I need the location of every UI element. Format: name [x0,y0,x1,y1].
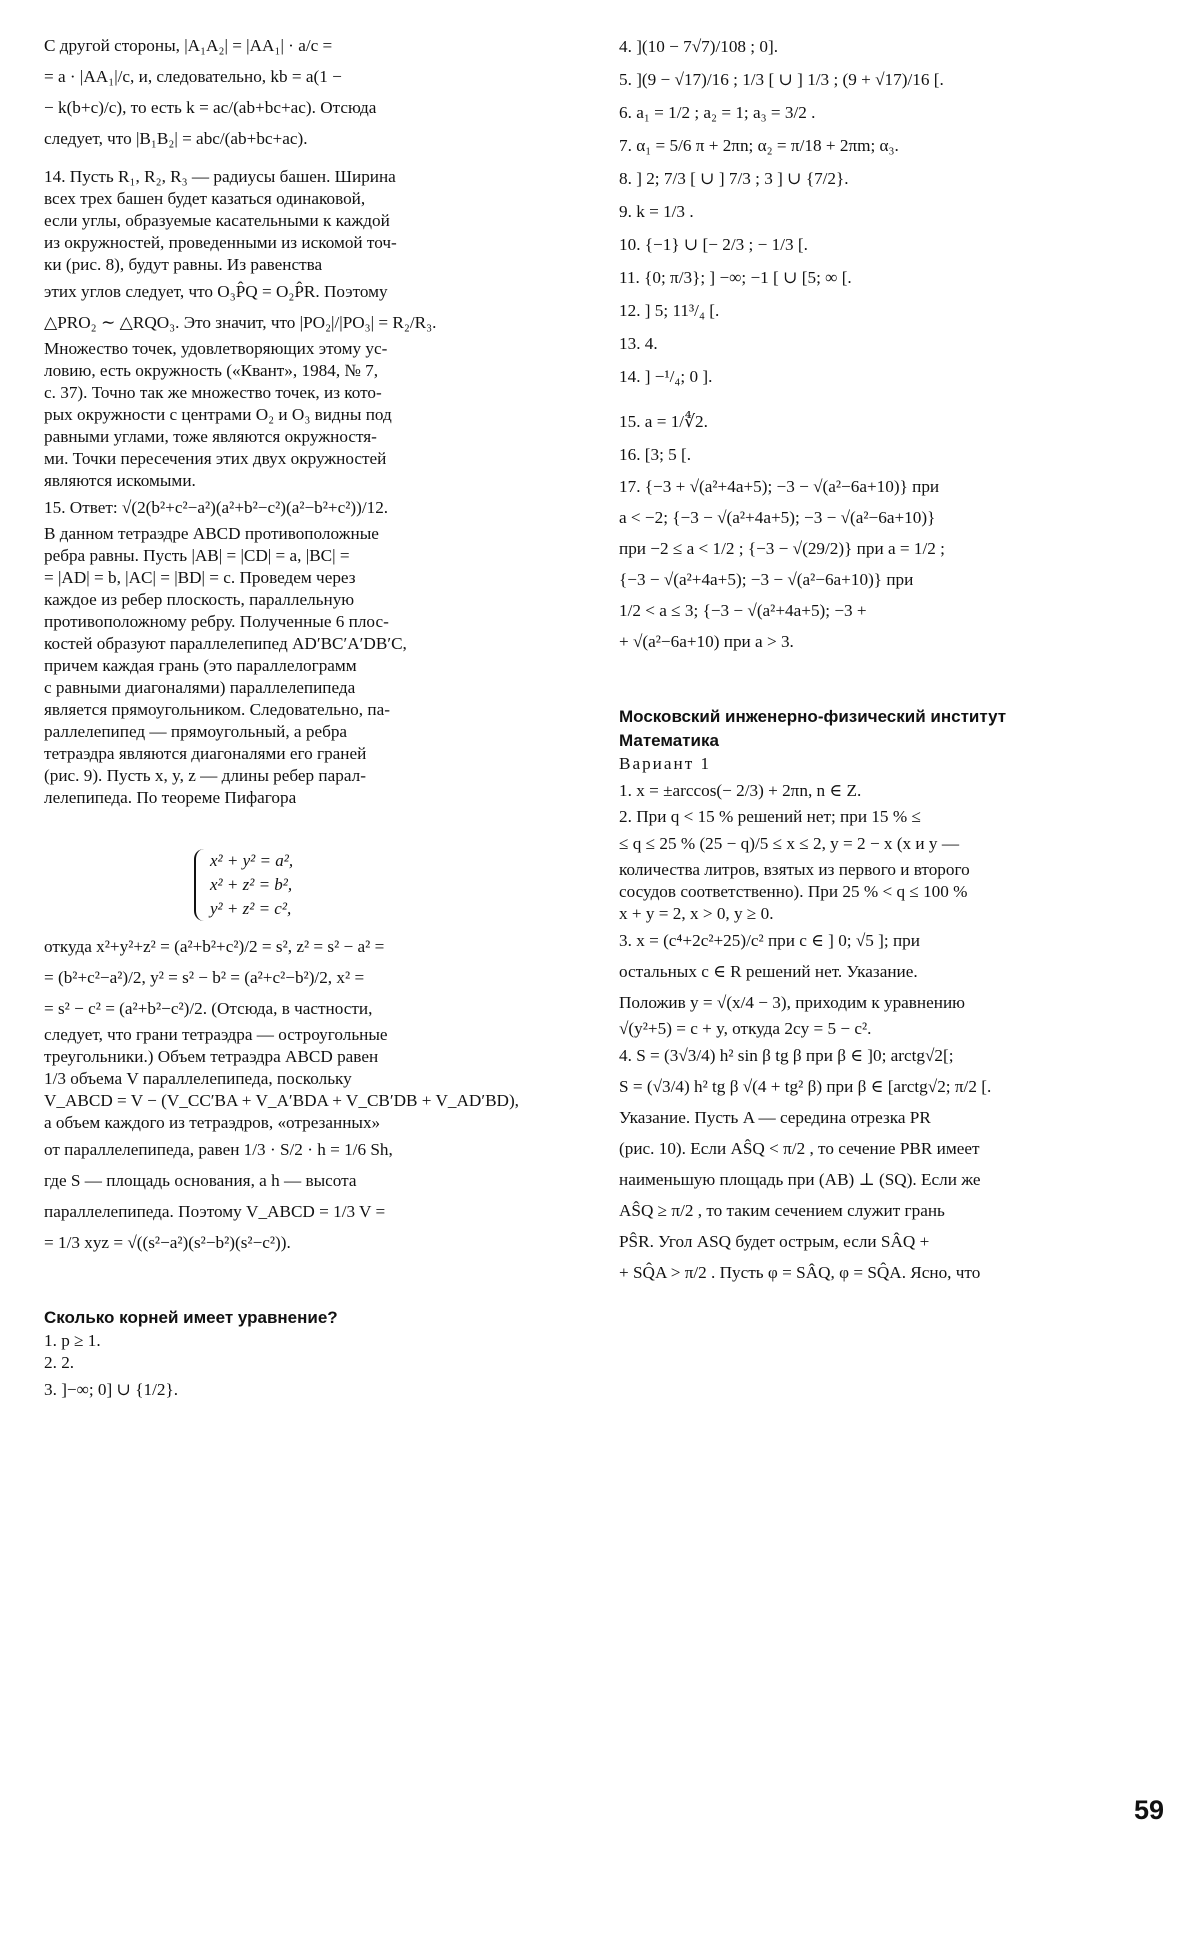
equation: y² + z² = c², [210,899,292,918]
text-line: раллелепипед — прямоугольный, а ребра [44,722,348,741]
text-line: a < −2; {−3 − √(a²+4a+5); −3 − √(a²−6a+10)} [619,508,936,527]
text-line: всех трех башен будет казаться одинаковой, [44,189,366,208]
text-line: наименьшую площадь при (AB) ⊥ (SQ). Если же [619,1170,981,1189]
text-line: рых окружности с центрами O₂ и O₃ видны под [44,405,392,424]
text-line: каждое из ребер плоскость, параллельную [44,590,355,609]
equation: x² + z² = b², [210,875,293,894]
answer-item: 13. 4. [619,334,658,353]
text-line: количества литров, взятых из первого и второго [619,860,970,879]
text-line: с. 37). Точно так же множество точек, из кото- [44,383,382,402]
text-line: тетраэдра являются диагоналями его граней [44,744,367,763]
answer-item: 7. α₁ = 5/6 π + 2πn; α₂ = π/18 + 2πm; α₃. [619,136,899,155]
text-line: + SQ̂A > π/2 . Пусть φ = SÂQ, φ = SQ̂A. Ясно, что [619,1263,981,1282]
answer-item: 8. ] 2; 7/3 [ ∪ ] 7/3 ; 3 ] ∪ {7/2}. [619,169,849,188]
text-line: = (b²+c²−a²)/2, y² = s² − b² = (a²+c²−b²)/2, x² = [44,968,365,987]
text-line: △PRO₂ ∼ △RQO₃. Это значит, что |PO₂|/|PO₃| = R₂/R₃. [44,313,437,332]
text-line: костей образуют параллелепипед AD′BC′A′DB′C, [44,634,407,653]
answers-list [619,30,1164,471]
answer-item: 12. ] 5; 11³/₄ [. [619,301,720,320]
text-line: а объем каждого из тетраэдров, «отрезанных» [44,1113,381,1132]
answer-item: 1. p ≥ 1. [44,1331,101,1350]
text-line: = s² − c² = (a²+b²−c²)/2. (Отсюда, в частности, [44,999,373,1018]
answer-item: 15. a = 1/∜2. [619,412,708,431]
answer-item: 3. ]−∞; 0] ∪ {1/2}. [44,1380,179,1399]
text-line: этих углов следует, что O₃P̂Q = O₂P̂R. Поэтому [44,282,388,301]
text-line: являются искомыми. [44,471,196,490]
text-line: является прямоугольником. Следовательно, па- [44,700,390,719]
text-line: ки (рис. 8), будут равны. Из равенства [44,255,323,274]
text-line: если углы, образуемые касательными к каждой [44,211,390,230]
text-line: + √(a²−6a+10) при a > 3. [619,632,794,651]
section-heading: Сколько корней имеет уравнение? [44,1308,338,1327]
text-line: − k(b+c)/c), то есть k = ac/(ab+bc+ac). Отсюда [44,98,377,117]
text-line: ловию, есть окружность («Квант», 1984, № 7, [44,361,379,380]
answer-item: 10. {−1} ∪ [− 2/3 ; − 1/3 [. [619,235,808,254]
text-line: 17. {−3 + √(a²+4a+5); −3 − √(a²−6a+10)} при [619,477,940,496]
text-line: (рис. 10). Если AŜQ < π/2 , то сечение PBR имеет [619,1139,980,1158]
answer-item: 16. [3; 5 [. [619,445,692,464]
mephi-section [619,705,1164,1288]
solution-13-end [44,30,579,154]
text-line: следует, что |B₁B₂| = abc/(ab+bc+ac). [44,129,308,148]
page-number: 59 [1133,1795,1164,1825]
text-line: = 1/3 xyz = √((s²−a²)(s²−b²)(s²−c²)). [44,1233,291,1252]
text-line: 1/3 объема V параллелепипеда, поскольку [44,1069,352,1088]
roots-section [44,1306,579,1405]
equation-system [194,849,579,921]
answer-item: 5. ](9 − √17)/16 ; 1/3 [ ∪ ] 1/3 ; (9 + √17)/16 [. [619,70,944,89]
text-line: следует, что грани тетраэдра — остроугольные [44,1025,388,1044]
text-line: PŜR. Угол ASQ будет острым, если SÂQ + [619,1232,930,1251]
variant-label: Вариант 1 [619,754,712,773]
text-line: S = (√3/4) h² tg β √(4 + tg² β) при β ∈ [arctg√2; π/2 [. [619,1077,992,1096]
text-line: 3. x = (c⁴+2c²+25)/c² при c ∈ ] 0; √5 ]; при [619,931,920,950]
text-line: 2. При q < 15 % решений нет; при 15 % ≤ [619,807,921,826]
institute-heading: Московский инженерно-физический институт [619,707,1007,726]
text-line: остальных c ∈ R решений нет. Указание. [619,962,918,981]
text-line: ребра равны. Пусть |AB| = |CD| = a, |BC| = [44,546,350,565]
answer-17 [619,471,1164,657]
text-line: = a · |AA₁|/c, и, следовательно, kb = a(1 − [44,67,342,86]
text-line: С другой стороны, |A₁A₂| = |AA₁| · a/c = [44,36,333,55]
answer-item: 9. k = 1/3 . [619,202,694,221]
left-column [44,30,579,1405]
text-line: при −2 ≤ a < 1/2 ; {−3 − √(29/2)} при a = 1/2 ; [619,539,945,558]
text-line: √(y²+5) = c + y, откуда 2cy = 5 − c². [619,1019,872,1038]
answer-item: 2. 2. [44,1353,75,1372]
text-line: = |AD| = b, |AC| = |BD| = c. Проведем через [44,568,356,587]
text-line: (рис. 9). Пусть x, y, z — длины ребер парал- [44,766,366,785]
text-line: {−3 − √(a²+4a+5); −3 − √(a²−6a+10)} при [619,570,914,589]
text-line: сосудов соответственно). При 25 % < q ≤ 100 % [619,882,968,901]
text-line: лелепипеда. По теореме Пифагора [44,788,297,807]
text-line: противоположному ребру. Полученные 6 плос- [44,612,389,631]
answer-item: 4. ](10 − 7√7)/108 ; 0]. [619,37,778,56]
text-line: параллелепипеда. Поэтому V_ABCD = 1/3 V = [44,1202,386,1221]
text-line: Указание. Пусть A — середина отрезка PR [619,1108,931,1127]
solution-14 [44,166,579,492]
text-line: x + y = 2, x > 0, y ≥ 0. [619,904,774,923]
text-line: причем каждая грань (это параллелограмм [44,656,357,675]
text-line: 14. Пусть R₁, R₂, R₃ — радиусы башен. Ширина [44,167,396,186]
text-line: ≤ q ≤ 25 % (25 − q)/5 ≤ x ≤ 2, y = 2 − x (x и y — [619,834,960,853]
right-column [619,30,1164,1405]
text-line: В данном тетраэдре ABCD противоположные [44,524,379,543]
equation: x² + y² = a², [210,851,294,870]
answer-item: 11. {0; π/3}; ] −∞; −1 [ ∪ [5; ∞ [. [619,268,852,287]
subject-heading: Математика [619,731,719,750]
text-line: ми. Точки пересечения этих двух окружностей [44,449,387,468]
text-line: V_ABCD = V − (V_CC′BA + V_A′BDA + V_CB′DB + V_AD′BD), [44,1091,519,1110]
text-line: Множество точек, удовлетворяющих этому ус- [44,339,388,358]
text-line: где S — площадь основания, а h — высота [44,1171,357,1190]
text-line: от параллелепипеда, равен 1/3 · S/2 · h = 1/6 Sh, [44,1140,393,1159]
text-line: равными углами, тоже являются окружностя- [44,427,377,446]
solution-15 [44,492,579,1258]
text-line: 1. x = ±arccos(− 2/3) + 2πn, n ∈ Z. [619,781,862,800]
text-line: из окружностей, проведенными из искомой точ- [44,233,397,252]
text-line: 1/2 < a ≤ 3; {−3 − √(a²+4a+5); −3 + [619,601,867,620]
answer-item: 6. a₁ = 1/2 ; a₂ = 1; a₃ = 3/2 . [619,103,816,122]
text-line: 15. Ответ: √(2(b²+c²−a²)(a²+b²−c²)(a²−b²+c²))/12. [44,498,389,517]
text-line: треугольники.) Объем тетраэдра ABCD равен [44,1047,379,1066]
text-line: AŜQ ≥ π/2 , то таким сечением служит грань [619,1201,945,1220]
text-line: с равными диагоналями) параллелепипеда [44,678,356,697]
two-column-layout [44,30,1164,1405]
text-line: Положив y = √(x/4 − 3), приходим к уравнению [619,993,965,1012]
text-line: 4. S = (3√3/4) h² sin β tg β при β ∈ ]0; arctg√2[; [619,1046,954,1065]
answer-item: 14. ] −¹/₄; 0 ]. [619,367,713,386]
text-line: откуда x²+y²+z² = (a²+b²+c²)/2 = s², z² = s² − a² = [44,937,385,956]
